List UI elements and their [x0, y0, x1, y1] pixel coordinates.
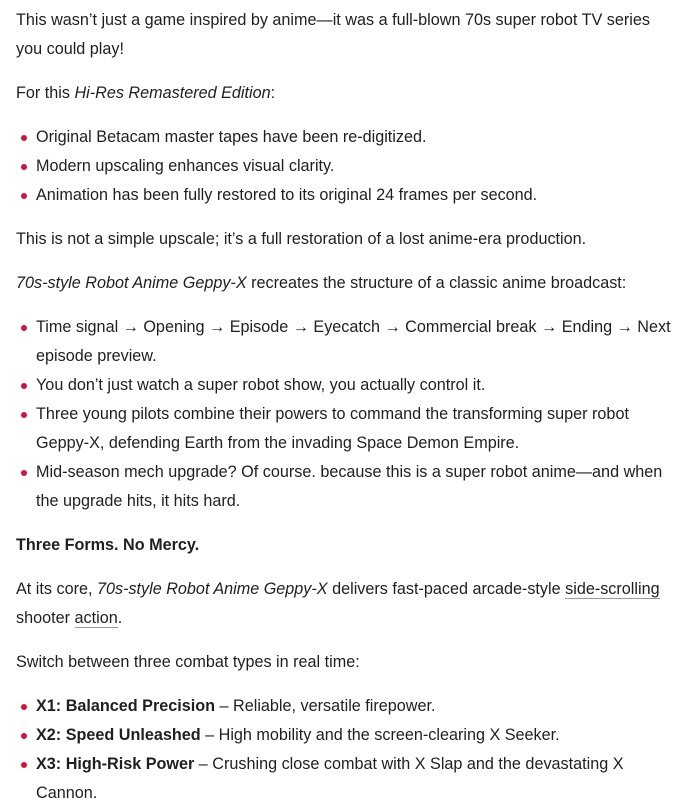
remaster-lead	[16, 79, 680, 108]
form-name: X3: High-Risk Power	[36, 755, 195, 773]
remaster-lead-prefix: For this	[16, 84, 75, 102]
core-middle: delivers fast-paced arcade-style	[327, 580, 566, 598]
list-item: Three young pilots combine their powers to command the transforming super robot Geppy-X, defending Earth from the invading Space Demon Empire.	[16, 400, 680, 458]
edition-name: Hi-Res Remastered Edition	[74, 84, 271, 102]
list-item: Mid-season mech upgrade? Of course. because this is a super robot anime—and when the upgrade hits, it hits hard.	[16, 458, 680, 516]
structure-lead-suffix: recreates the structure of a classic anime broadcast:	[246, 274, 627, 292]
game-title: 70s-style Robot Anime Geppy-X	[16, 274, 247, 292]
forms-list	[16, 692, 680, 808]
structure-list	[16, 313, 680, 516]
list-item: Modern upscaling enhances visual clarity.	[16, 152, 680, 181]
list-item	[16, 750, 680, 808]
core-suffix: .	[117, 609, 123, 627]
remaster-lead-suffix: :	[270, 84, 276, 102]
structure-lead	[16, 269, 680, 298]
side-scrolling-link[interactable]: side-scrolling	[565, 580, 660, 598]
form-desc: – Crushing close combat with X Slap and the devastating X Cannon.	[36, 755, 624, 802]
list-item	[16, 721, 680, 750]
list-item: Time signal → Opening → Episode → Eyecatch → Commercial break → Ending → Next episode preview.	[16, 313, 680, 371]
remaster-summary: This is not a simple upscale; it’s a full restoration of a lost anime-era production.	[16, 230, 587, 248]
form-name: X1: Balanced Precision	[36, 697, 216, 715]
core-space	[70, 609, 75, 627]
core-prefix: At its core,	[16, 580, 97, 598]
form-name: X2: Speed Unleashed	[36, 726, 201, 744]
forms-heading: Three Forms. No Mercy.	[16, 536, 200, 554]
intro-paragraph: This wasn’t just a game inspired by anime—it was a full-blown 70s super robot TV series you could play!	[16, 11, 650, 58]
section-heading	[16, 531, 680, 560]
list-item: You don’t just watch a super robot show, you actually control it.	[16, 371, 680, 400]
core-break: shooter	[16, 609, 70, 627]
form-desc: – High mobility and the screen-clearing X Seeker.	[200, 726, 560, 744]
switch-paragraph: Switch between three combat types in real time:	[16, 653, 360, 671]
list-item	[16, 692, 680, 721]
core-paragraph	[16, 575, 680, 633]
remaster-list	[16, 123, 680, 210]
list-item: Animation has been fully restored to its original 24 frames per second.	[16, 181, 680, 210]
form-desc: – Reliable, versatile firepower.	[215, 697, 436, 715]
action-link[interactable]: action	[74, 609, 118, 627]
game-title: 70s-style Robot Anime Geppy-X	[96, 580, 328, 598]
list-item: Original Betacam master tapes have been re-digitized.	[16, 123, 680, 152]
